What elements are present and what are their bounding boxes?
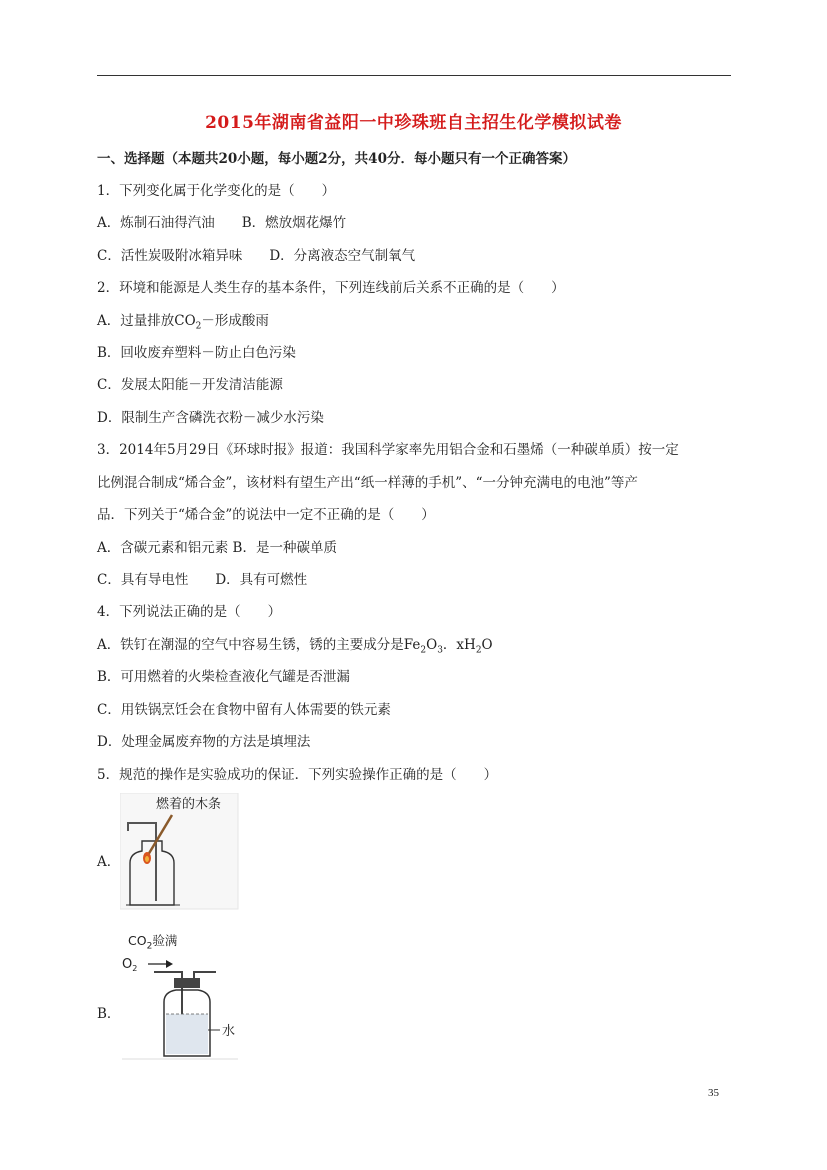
q3-stem-line3: 品．下列关于“烯合金”的说法中一定不正确的是（ ） bbox=[97, 507, 435, 523]
header-rule bbox=[97, 75, 731, 76]
q2-option-a: A．过量排放$CO_2-$形成酸雨 bbox=[97, 313, 269, 332]
q2-option-d: D．限制生产含磷洗衣粉－减少水污染 bbox=[97, 410, 324, 426]
q1-options-ab: A．炼制石油得汽油 B．燃放烟花爆竹 bbox=[97, 215, 347, 231]
gas-wash-bottle-figure bbox=[120, 952, 240, 1062]
page-title: 2015年湖南省益阳一中珍珠班自主招生化学模拟试卷 bbox=[205, 113, 622, 133]
q3-stem-line1: 3．2014年5月29日《环球时报》报道：我国科学家率先用铝合金和石墨烯（一种碳单质）按一定 bbox=[97, 442, 679, 458]
q4-option-d: D．处理金属废弃物的方法是填埋法 bbox=[97, 734, 311, 750]
figure-label-o2: $O_2$ bbox=[122, 957, 138, 973]
q1-options-cd: C．活性炭吸附冰箱异味 D．分离液态空气制氧气 bbox=[97, 248, 416, 264]
q5-option-b-label: B． bbox=[97, 1006, 121, 1022]
gas-bottle-burning-splint-figure bbox=[120, 793, 240, 911]
q4-option-b: B．可用燃着的火柴检查液化气罐是否泄漏 bbox=[97, 669, 350, 685]
q2-option-c: C．发展太阳能－开发清洁能源 bbox=[97, 377, 283, 393]
q2-option-b: B．回收废弃塑料－防止白色污染 bbox=[97, 345, 296, 361]
q4-option-c: C．用铁锅烹饪会在食物中留有人体需要的铁元素 bbox=[97, 702, 391, 718]
page-number: 35 bbox=[708, 1087, 719, 1099]
q2-stem: 2．环境和能源是人类生存的基本条件，下列连线前后关系不正确的是（ ） bbox=[97, 280, 565, 296]
q3-stem-line2: 比例混合制成“烯合金”，该材料有望生产出“纸一样薄的手机”、“一分钟充满电的电池”等产 bbox=[97, 475, 638, 491]
q3-options-cd: C．具有导电性 D．具有可燃性 bbox=[97, 572, 308, 588]
section-heading: 一、选择题（本题共20小题，每小题2分，共40分．每小题只有一个正确答案） bbox=[97, 151, 576, 167]
figure-label-burning-splint: 燃着的木条 bbox=[156, 797, 222, 812]
q3-options-ab: A．含碳元素和铝元素 B．是一种碳单质 bbox=[97, 540, 337, 556]
figure-label-water: 水 bbox=[222, 1024, 236, 1039]
q5-option-a-label: A． bbox=[97, 854, 121, 870]
q4-option-a: A．铁钉在潮湿的空气中容易生锈，锈的主要成分是$Fe_2O_3$．$xH_2O$ bbox=[97, 637, 493, 656]
q4-stem: 4．下列说法正确的是（ ） bbox=[97, 604, 282, 620]
q5-option-a-caption: $CO_2$验满 bbox=[128, 933, 178, 952]
q1-stem: 1．下列变化属于化学变化的是（ ） bbox=[97, 183, 336, 199]
q5-stem: 5．规范的操作是实验成功的保证．下列实验操作正确的是（ ） bbox=[97, 767, 498, 783]
